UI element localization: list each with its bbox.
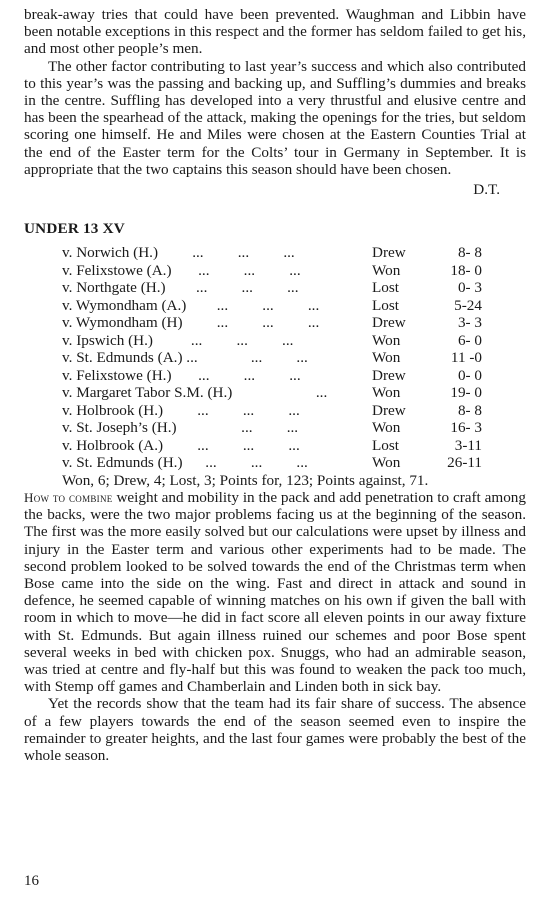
result-outcome: Won bbox=[372, 261, 401, 279]
result-row bbox=[62, 454, 482, 472]
result-row bbox=[62, 297, 482, 315]
result-score: 3- 3 bbox=[457, 314, 482, 332]
result-outcome: Lost bbox=[372, 436, 400, 454]
result-row bbox=[62, 262, 482, 280]
result-row bbox=[62, 437, 482, 455]
result-outcome: Won bbox=[372, 349, 401, 367]
result-score: 0- 0 bbox=[457, 366, 482, 384]
result-score: 19- 0 bbox=[450, 384, 482, 402]
paragraph-3-body: weight and mobility in the pack and add penetration to craft among the backs, were the two major problems facing us at the beginning of the season. The first was the more easily solved but our calculations were upset by illness and injury in the Easter term and various other experiments had to be made. The second problem looked to be solved towards the end of the Christmas term when Bose came into the side on the wing. Fast and direct in attack and sound in defence, he seemed capable of winning matches on his own if given the ball with room in which to move—he did in fact score all eleven points in our away fixture with St. Edmunds. But again illness ruined our schemes and poor Bose spent several weeks in bed with chicken pox. Snuggs, who had an admirable season, was tried at centre and fly-half but this was found to weaken the pack too much, with Stemp off games and Chamberlain and Linden both in sick bay. bbox=[24, 488, 526, 696]
result-score: 11 -0 bbox=[450, 349, 482, 367]
result-row bbox=[62, 279, 482, 297]
result-score: 6- 0 bbox=[457, 331, 482, 349]
result-outcome: Won bbox=[372, 454, 401, 472]
result-row bbox=[62, 332, 482, 350]
result-row bbox=[62, 384, 482, 402]
result-opponent: v. St. Edmunds (A.) ... ... ... bbox=[62, 349, 308, 367]
result-opponent: v. Margaret Tabor S.M. (H.) ... bbox=[62, 384, 328, 402]
paragraph-1: break-away tries that could have been prevented. Waughman and Libbin have been notable exceptions in this respect and the former has seldom failed to get his, and most other people’s men. bbox=[24, 6, 526, 58]
result-opponent: v. Holbrook (A.) ... ... ... bbox=[62, 436, 300, 454]
result-row bbox=[62, 419, 482, 437]
result-score: 26-11 bbox=[447, 454, 482, 472]
result-score: 8- 8 bbox=[457, 244, 482, 262]
result-score: 5-24 bbox=[454, 296, 482, 314]
result-score: 16- 3 bbox=[450, 419, 482, 437]
result-row bbox=[62, 244, 482, 262]
paragraph-4: Yet the records show that the team had its fair share of success. The absence of a few players towards the end of the season seemed even to inspire the remainder to greater heights, and the last four games were probably the best of the whole season. bbox=[24, 695, 526, 764]
result-row bbox=[62, 367, 482, 385]
result-opponent: v. Wymondham (H) ... ... ... bbox=[62, 314, 320, 332]
result-outcome: Won bbox=[372, 384, 401, 402]
season-summary: Won, 6; Drew, 4; Lost, 3; Points for, 123; Points against, 71. bbox=[62, 471, 429, 489]
paragraph-3 bbox=[24, 489, 526, 695]
result-row bbox=[62, 402, 482, 420]
result-score: 3-11 bbox=[454, 436, 482, 454]
result-opponent: v. Ipswich (H.) ... ... ... bbox=[62, 331, 294, 349]
result-outcome: Won bbox=[372, 419, 401, 437]
result-outcome: Won bbox=[372, 331, 401, 349]
result-opponent: v. Felixstowe (H.) ... ... ... bbox=[62, 366, 301, 384]
author-signature: D.T. bbox=[473, 181, 500, 199]
result-opponent: v. Felixstowe (A.) ... ... ... bbox=[62, 261, 301, 279]
result-opponent: v. Norwich (H.) ... ... ... bbox=[62, 244, 295, 262]
paragraph-2: The other factor contributing to last year’s success and which also contributed to this year’s was the passing and backing up, and Suffling’s dummies and breaks in the centre. Suffling has developed into a very thrustful and elusive centre and has been the spearhead of the attack, making the openings for the tries, but seldom scoring one himself. He and Miles were chosen at the Eastern Counties Trial at the end of the Easter term for the Colts’ tour in Germany in September. It is appropriate that the two captains this season should have been chosen. bbox=[24, 57, 526, 178]
result-score: 0- 3 bbox=[457, 279, 482, 297]
result-opponent: v. St. Joseph’s (H.) ... ... bbox=[62, 419, 299, 437]
result-score: 18- 0 bbox=[450, 261, 482, 279]
result-outcome: Lost bbox=[372, 296, 400, 314]
result-outcome: Drew bbox=[372, 366, 406, 384]
results-list bbox=[62, 244, 482, 472]
result-outcome: Lost bbox=[372, 279, 400, 297]
result-outcome: Drew bbox=[372, 314, 406, 332]
page-number: 16 bbox=[24, 873, 39, 889]
result-opponent: v. Holbrook (H.) ... ... ... bbox=[62, 401, 300, 419]
result-outcome: Drew bbox=[372, 401, 406, 419]
result-score: 8- 8 bbox=[457, 401, 482, 419]
result-row bbox=[62, 314, 482, 332]
result-outcome: Drew bbox=[372, 244, 406, 262]
paragraph-3-lead: How to combine bbox=[24, 489, 113, 505]
result-opponent: v. St. Edmunds (H.) ... ... ... bbox=[62, 454, 308, 472]
result-row bbox=[62, 349, 482, 367]
section-title: UNDER 13 XV bbox=[24, 220, 125, 238]
result-opponent: v. Northgate (H.) ... ... ... bbox=[62, 279, 299, 297]
result-opponent: v. Wymondham (A.) ... ... ... bbox=[62, 296, 320, 314]
